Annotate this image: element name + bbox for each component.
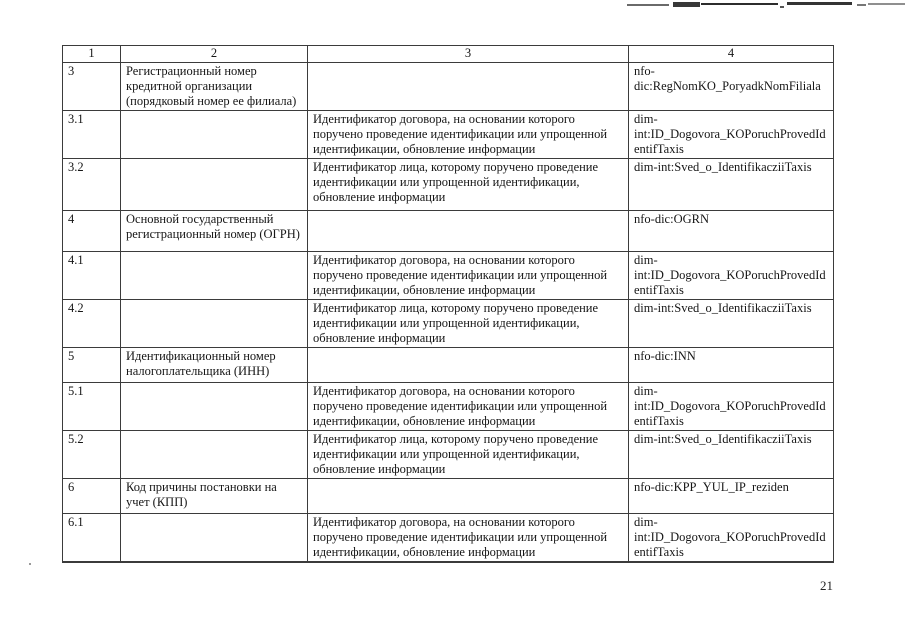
field-description-cell [308, 348, 629, 383]
xbrl-code-cell: dim-int:Sved_o_IdentifikacziiTaxis [629, 431, 834, 479]
row-number-cell: 3.2 [63, 159, 121, 211]
field-description-cell: Идентификатор договора, на основании которого поручено проведение идентификации или упрощенной идентификации, обновление информации [308, 111, 629, 159]
column-header-4: 4 [629, 46, 834, 63]
row-number-cell: 5.2 [63, 431, 121, 479]
scan-artifact-dash [673, 2, 700, 7]
xbrl-code-cell: dim-int:ID_Dogovora_KOPoruchProvedIdentifTaxis [629, 252, 834, 300]
column-header-1: 1 [63, 46, 121, 63]
scan-artifact-dash [627, 4, 669, 6]
table-row [63, 111, 834, 159]
table-row [63, 383, 834, 431]
field-name-cell [121, 431, 308, 479]
table-row [63, 348, 834, 383]
row-number-cell: 6.1 [63, 514, 121, 563]
xbrl-code-cell: nfo-dic:KPP_YUL_IP_reziden [629, 479, 834, 514]
field-name-cell [121, 159, 308, 211]
field-name-cell: Код причины постановки на учет (КПП) [121, 479, 308, 514]
table-row [63, 431, 834, 479]
xbrl-code-cell: nfo-dic:INN [629, 348, 834, 383]
field-description-cell [308, 479, 629, 514]
field-name-cell: Идентификационный номер налогоплательщика (ИНН) [121, 348, 308, 383]
xbrl-code-cell: nfo-dic:OGRN [629, 211, 834, 252]
field-description-cell: Идентификатор договора, на основании которого поручено проведение идентификации или упрощенной идентификации, обновление информации [308, 383, 629, 431]
row-number-cell: 4 [63, 211, 121, 252]
field-description-cell [308, 63, 629, 111]
xbrl-code-cell: dim-int:Sved_o_IdentifikacziiTaxis [629, 159, 834, 211]
field-description-cell: Идентификатор договора, на основании которого поручено проведение идентификации или упрощенной идентификации, обновление информации [308, 252, 629, 300]
xbrl-code-cell: dim-int:ID_Dogovora_KOPoruchProvedIdentifTaxis [629, 383, 834, 431]
table-row [63, 479, 834, 514]
field-description-cell [308, 211, 629, 252]
field-name-cell [121, 300, 308, 348]
table-row [63, 252, 834, 300]
table-row [63, 63, 834, 111]
attribute-mapping-table [62, 45, 834, 563]
scan-artifact-dash [701, 3, 778, 5]
scan-artifact-dot [29, 563, 31, 565]
page-number: 21 [820, 578, 833, 593]
table-row [63, 300, 834, 348]
field-description-cell: Идентификатор договора, на основании которого поручено проведение идентификации или упрощенной идентификации, обновление информации [308, 514, 629, 563]
scan-artifact-dash [868, 3, 905, 5]
row-number-cell: 4.1 [63, 252, 121, 300]
xbrl-code-cell: dim-int:Sved_o_IdentifikacziiTaxis [629, 300, 834, 348]
field-description-cell: Идентификатор лица, которому поручено проведение идентификации или упрощенной идентификации, обновление информации [308, 159, 629, 211]
row-number-cell: 3.1 [63, 111, 121, 159]
xbrl-code-cell: dim-int:ID_Dogovora_KOPoruchProvedIdentifTaxis [629, 111, 834, 159]
scan-artifact-dash [787, 2, 852, 5]
row-number-cell: 6 [63, 479, 121, 514]
table-row [63, 211, 834, 252]
field-name-cell [121, 111, 308, 159]
field-name-cell: Регистрационный номер кредитной организации (порядковый номер ее филиала) [121, 63, 308, 111]
row-number-cell: 3 [63, 63, 121, 111]
column-header-2: 2 [121, 46, 308, 63]
scan-artifact-dash [857, 4, 866, 6]
field-description-cell: Идентификатор лица, которому поручено проведение идентификации или упрощенной идентификации, обновление информации [308, 300, 629, 348]
row-number-cell: 4.2 [63, 300, 121, 348]
row-number-cell: 5.1 [63, 383, 121, 431]
xbrl-code-cell: dim-int:ID_Dogovora_KOPoruchProvedIdentifTaxis [629, 514, 834, 563]
field-name-cell [121, 383, 308, 431]
table-row [63, 514, 834, 563]
column-header-3: 3 [308, 46, 629, 63]
table-header-row [63, 46, 834, 63]
scan-artifact-dash [780, 6, 784, 8]
xbrl-code-cell: nfo-dic:RegNomKO_PoryadkNomFiliala [629, 63, 834, 111]
table-row [63, 159, 834, 211]
field-name-cell [121, 252, 308, 300]
field-name-cell [121, 514, 308, 563]
row-number-cell: 5 [63, 348, 121, 383]
field-description-cell: Идентификатор лица, которому поручено проведение идентификации или упрощенной идентификации, обновление информации [308, 431, 629, 479]
field-name-cell: Основной государственный регистрационный номер (ОГРН) [121, 211, 308, 252]
